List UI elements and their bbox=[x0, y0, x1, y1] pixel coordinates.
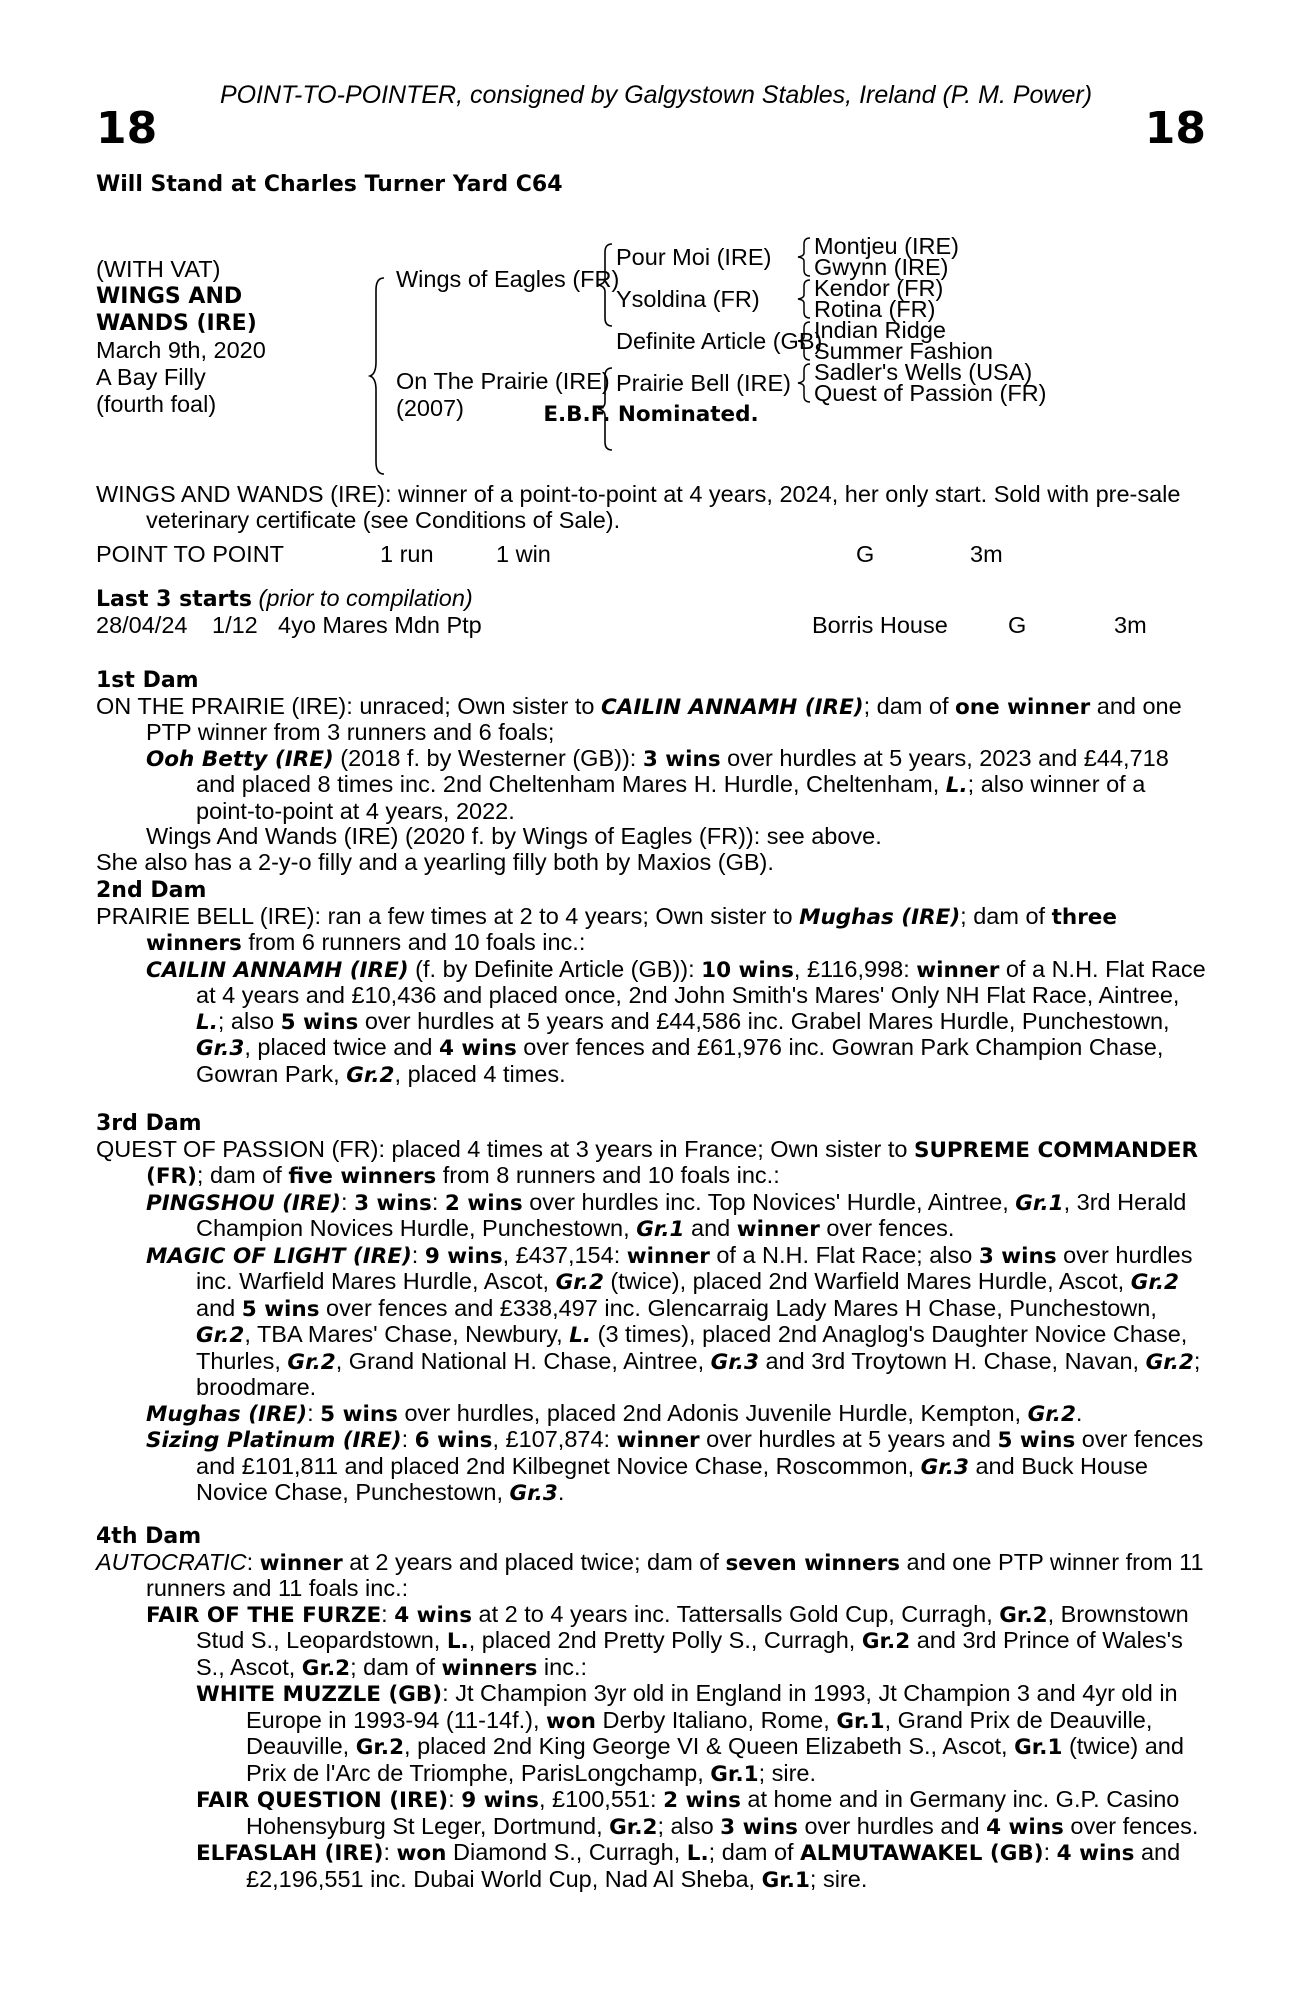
second-dam-section bbox=[96, 878, 1206, 1088]
sire-sire-dam: Gwynn (IRE) bbox=[814, 254, 949, 280]
start-position: 1/12 bbox=[212, 611, 258, 638]
summary-text: winner of a point-to-point at 4 years, 2024, her only start. Sold with pre-sale veterinary certificate (see Conditions of Sale). bbox=[146, 481, 1181, 533]
horse-description: A Bay Filly bbox=[96, 364, 206, 390]
brace-3a bbox=[796, 236, 814, 278]
catalogue-page bbox=[96, 80, 1206, 1893]
wings-and-wands-entry: Wings And Wands (IRE) (2020 f. by Wings of Eagles (FR)): see above. bbox=[146, 823, 882, 849]
ooh-betty-entry: Ooh Betty (IRE) (2018 f. by Westerner (GB)): 3 wins over hurdles at 5 years, 2023 and £44,718 and placed 8 times inc. 2nd Cheltenham Mares H. Hurdle, Cheltenham, L.; also winner of a point-to-point at 4 years, 2022. bbox=[146, 744, 1169, 824]
start-row bbox=[96, 613, 1206, 639]
dam-dam: Prairie Bell (IRE) bbox=[616, 370, 791, 396]
pedigree-brace-sire bbox=[596, 242, 616, 328]
foal-number: (fourth foal) bbox=[96, 391, 217, 417]
vat-note: (WITH VAT) bbox=[96, 256, 221, 282]
last-three-starts bbox=[96, 586, 1206, 639]
cailin-annamh-entry: CAILIN ANNAMH (IRE) (f. by Definite Article (GB)): 10 wins, £116,998: winner of a N.H. Flat Race at 4 years and £10,436 and placed once, 2nd John Smith's Mares' Only NH Flat Race, Aintree, L.; also 5 wins over hurdles at 5 years and £44,586 inc. Grabel Mares Hurdle, Punchestown, Gr.3, placed twice and 4 wins over fences and £61,976 inc. Gowran Park Champion Chase, Gowran Park, Gr.2, placed 4 times. bbox=[146, 955, 1206, 1088]
dam-year: (2007) bbox=[396, 395, 464, 421]
third-dam-para: QUEST OF PASSION (FR): placed 4 times at 3 years in France; Own sister to SUPREME COMMANDER (FR); dam of five winners from 8 runners and 10 foals inc.: bbox=[96, 1135, 1199, 1189]
fourth-dam-para: AUTOCRATIC: winner at 2 years and placed twice; dam of seven winners and one PTP winner from 11 runners and 11 foals inc.: bbox=[96, 1548, 1204, 1601]
elfaslah-entry: ELFASLAH (IRE): won Diamond S., Curragh, L.; dam of ALMUTAWAKEL (GB): 4 wins and £2,196,551 inc. Dubai World Cup, Nad Al Sheba, Gr.1; sire. bbox=[196, 1839, 1181, 1893]
brace-3c bbox=[796, 320, 814, 362]
third-dam-section bbox=[96, 1111, 1206, 1507]
ptp-label: POINT TO POINT bbox=[96, 541, 285, 567]
dam-name: On The Prairie (IRE) bbox=[396, 368, 610, 394]
second-dam-heading: 2nd Dam bbox=[96, 878, 207, 903]
last3-title: Last 3 starts bbox=[96, 587, 253, 612]
dam-dam-sire: Sadler's Wells (USA) bbox=[814, 359, 1033, 385]
ebf-note: E.B.F. Nominated. bbox=[543, 402, 759, 427]
lot-number-right: 18 bbox=[1144, 103, 1206, 154]
second-dam-para: PRAIRIE BELL (IRE): ran a few times at 2 to 4 years; Own sister to Mughas (IRE); dam of three winners from 6 runners and 10 foals inc.: bbox=[96, 902, 1117, 956]
ptp-record bbox=[96, 542, 1206, 568]
summary bbox=[96, 482, 1206, 533]
third-dam-heading: 3rd Dam bbox=[96, 1111, 202, 1136]
sire-sire: Pour Moi (IRE) bbox=[616, 244, 772, 270]
dam-sire: Definite Article (GB) bbox=[616, 328, 823, 354]
sire: Wings of Eagles (FR) bbox=[396, 266, 620, 292]
ptp-runs: 1 run bbox=[380, 541, 434, 567]
lot-number-left: 18 bbox=[96, 103, 158, 154]
fourth-dam-heading: 4th Dam bbox=[96, 1524, 202, 1549]
ptp-wins: 1 win bbox=[496, 541, 551, 567]
brace-3d bbox=[796, 362, 814, 404]
fourth-dam-section bbox=[96, 1524, 1206, 1893]
sire-dam-sire: Kendor (FR) bbox=[814, 275, 944, 301]
fair-of-the-furze-entry: FAIR OF THE FURZE: 4 wins at 2 to 4 years inc. Tattersalls Gold Cup, Curragh, Gr.2, Brownstown Stud S., Leopardstown, L., placed 2nd Pretty Polly S., Curragh, Gr.2 and 3rd Prince of Wales's S., Ascot, Gr.2; dam of winners inc.: bbox=[146, 1600, 1189, 1681]
pingshou-entry: PINGSHOU (IRE): 3 wins: 2 wins over hurdles inc. Top Novices' Hurdle, Aintree, Gr.1, 3rd Herald Champion Novices Hurdle, Punchestown, Gr.1 and winner over fences. bbox=[146, 1188, 1187, 1242]
ptp-going: G bbox=[856, 541, 875, 567]
consignor-line: POINT-TO-POINTER, consigned by Galgystown Stables, Ireland (P. M. Power) bbox=[219, 81, 1093, 109]
pedigree-brace-main bbox=[368, 276, 388, 476]
horse-name-line1: WINGS AND bbox=[96, 284, 243, 309]
first-dam-heading: 1st Dam bbox=[96, 668, 199, 693]
start-distance: 3m bbox=[1114, 611, 1147, 638]
horse-dob: March 9th, 2020 bbox=[96, 337, 266, 363]
mughas-entry: Mughas (IRE): 5 wins over hurdles, placed 2nd Adonis Juvenile Hurdle, Kempton, Gr.2. bbox=[146, 1399, 1083, 1427]
sire-sire-sire: Montjeu (IRE) bbox=[814, 233, 959, 259]
dam-sire-dam: Summer Fashion bbox=[814, 338, 993, 364]
sire-dam: Ysoldina (FR) bbox=[616, 286, 760, 312]
fair-question-entry: FAIR QUESTION (IRE): 9 wins, £100,551: 2 wins at home and in Germany inc. G.P. Casino Hohensyburg St Leger, Dortmund, Gr.2; also 3 wins over hurdles and 4 wins over fences. bbox=[196, 1786, 1199, 1840]
stand-location: Will Stand at Charles Turner Yard C64 bbox=[96, 172, 563, 197]
white-muzzle-entry: WHITE MUZZLE (GB): Jt Champion 3yr old in England in 1993, Jt Champion 3 and 4yr old in Europe in 1993-94 (11-14f.), won Derby Italiano, Rome, Gr.1, Grand Prix de Deauville, Deauville, Gr.2, placed 2nd King George VI & Queen Elizabeth S., Ascot, Gr.1 (twice) and Prix de l'Arc de Triomphe, ParisLongchamp, Gr.1; sire. bbox=[196, 1680, 1184, 1787]
last3-note: (prior to compilation) bbox=[252, 585, 473, 611]
magic-of-light-entry: MAGIC OF LIGHT (IRE): 9 wins, £437,154: winner of a N.H. Flat Race; also 3 wins over hurdles inc. Warfield Mares Hurdle, Ascot, Gr.2 (twice), placed 2nd Warfield Mares Hurdle, Ascot, Gr.2 and 5 wins over fences and £338,497 inc. Glencarraig Lady Mares H Chase, Punchestown, Gr.2, TBA Mares' Chase, Newbury, L. (3 times), placed 2nd Anaglog's Daughter Novice Chase, Thurles, Gr.2, Grand National H. Chase, Aintree, Gr.3 and 3rd Troytown H. Chase, Navan, Gr.2; broodmare. bbox=[146, 1241, 1201, 1400]
start-date: 28/04/24 bbox=[96, 611, 188, 638]
first-dam-para: ON THE PRAIRIE (IRE): unraced; Own sister to CAILIN ANNAMH (IRE); dam of one winner and one PTP winner from 3 runners and 6 foals; bbox=[96, 692, 1182, 745]
start-course: Borris House bbox=[812, 611, 948, 638]
first-dam-other-foals: She also has a 2-y-o filly and a yearling filly both by Maxios (GB). bbox=[96, 848, 774, 875]
first-dam-section bbox=[96, 668, 1206, 875]
start-going: G bbox=[1008, 611, 1027, 638]
horse-name-line2: WANDS (IRE) bbox=[96, 311, 257, 336]
summary-name: WINGS AND WANDS (IRE): bbox=[96, 481, 392, 507]
sizing-platinum-entry: Sizing Platinum (IRE): 6 wins, £107,874: winner over hurdles at 5 years and 5 wins over fences and £101,811 and placed 2nd Kilbegnet Novice Chase, Roscommon, Gr.3 and Buck House Novice Chase, Punchestown, Gr.3. bbox=[146, 1426, 1204, 1506]
dam-sire-sire: Indian Ridge bbox=[814, 317, 946, 343]
dam-dam-dam: Quest of Passion (FR) bbox=[814, 380, 1047, 406]
pedigree-table bbox=[96, 206, 1206, 506]
brace-3b bbox=[796, 278, 814, 320]
ptp-distance: 3m bbox=[970, 541, 1003, 567]
start-race: 4yo Mares Mdn Ptp bbox=[278, 611, 482, 638]
sire-dam-dam: Rotina (FR) bbox=[814, 296, 936, 322]
